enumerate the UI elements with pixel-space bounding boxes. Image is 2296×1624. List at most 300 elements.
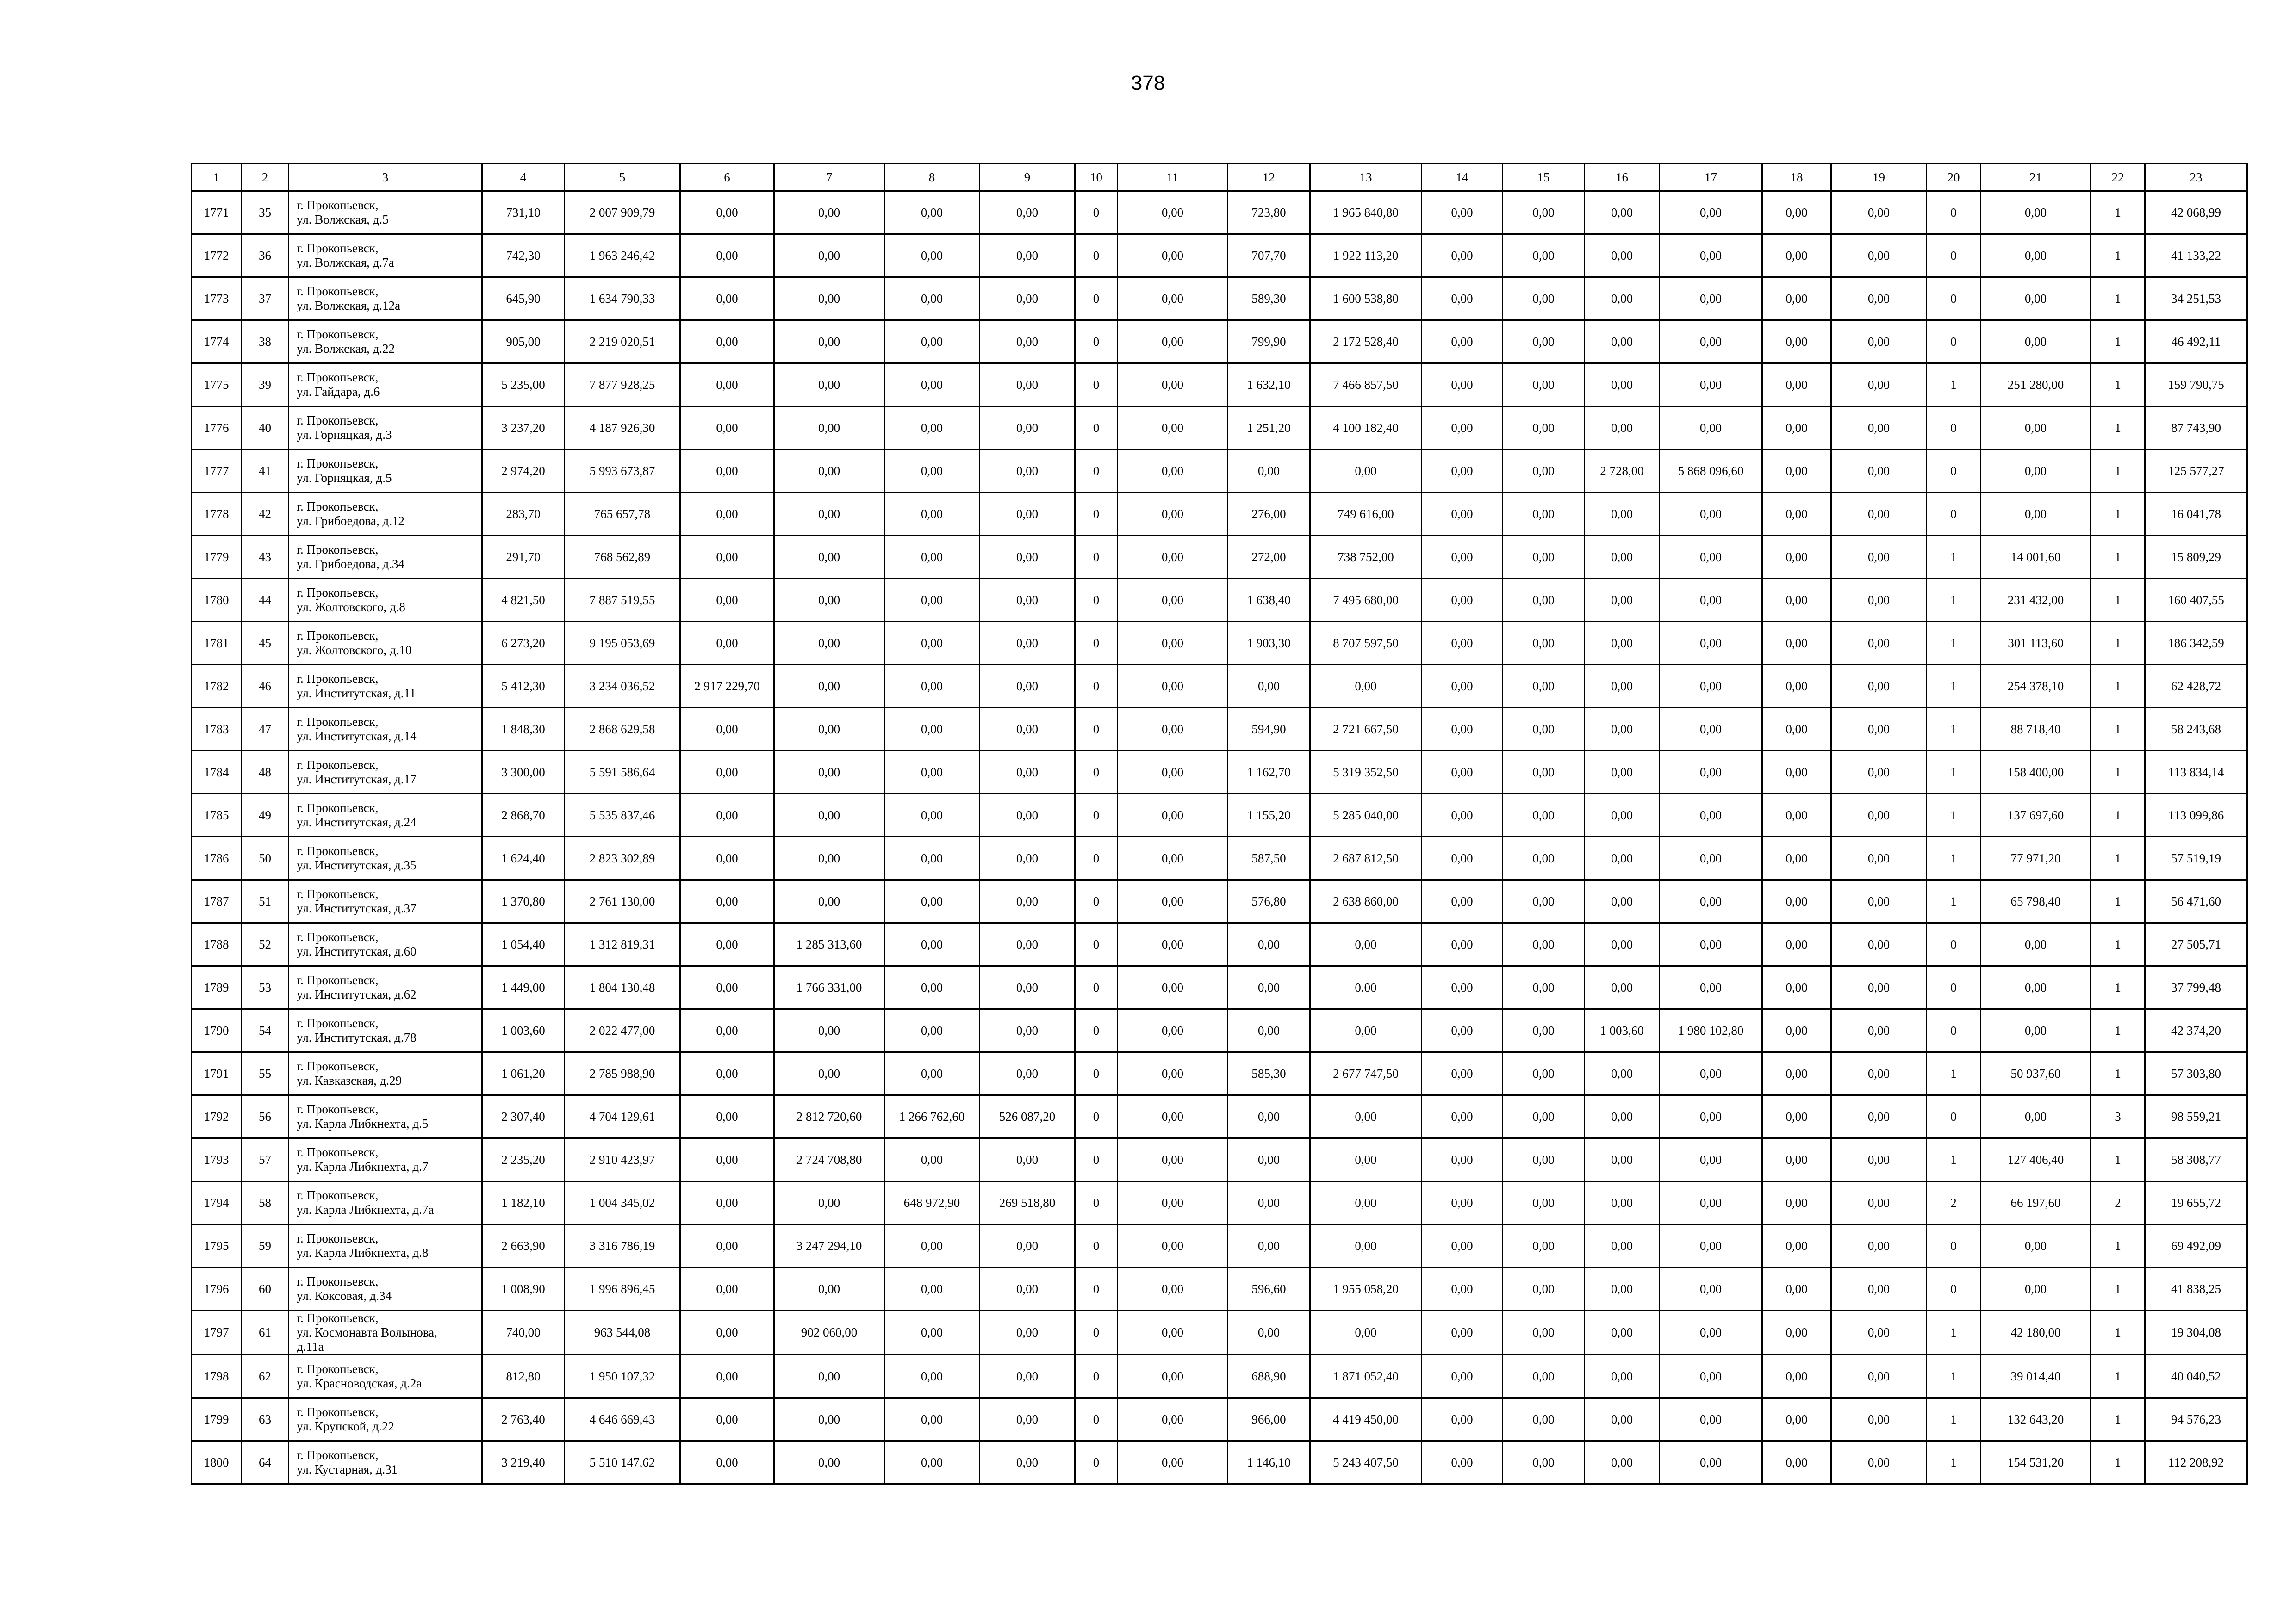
table-row [192, 751, 2247, 794]
value-cell: 648 972,90 [884, 1181, 980, 1224]
value-cell: 0 [1927, 406, 1981, 450]
value-cell: 0 [1927, 1009, 1981, 1052]
value-cell: 1 [2091, 406, 2145, 450]
row-number-cell: 1792 [192, 1095, 242, 1138]
value-cell: 2 721 667,50 [1310, 708, 1422, 751]
value-cell: 0 [1075, 880, 1118, 923]
table-body [192, 164, 2247, 1484]
value-cell: 2 [2091, 1181, 2145, 1224]
value-cell: 0,00 [1981, 406, 2091, 450]
value-cell: 0,00 [680, 234, 774, 277]
value-cell: 0,00 [1228, 966, 1310, 1009]
value-cell: 0 [1075, 751, 1118, 794]
address-cell: г. Прокопьевск, ул. Карла Либкнехта, д.5 [289, 1095, 482, 1138]
value-cell: 0,00 [680, 966, 774, 1009]
value-cell: 0 [1927, 966, 1981, 1009]
value-cell: 5 591 586,64 [565, 751, 680, 794]
value-cell: 113 099,86 [2145, 794, 2247, 837]
value-cell: 0 [1075, 320, 1118, 363]
value-cell: 0,00 [1422, 1398, 1503, 1441]
address-cell: г. Прокопьевск, ул. Грибоедова, д.12 [289, 493, 482, 536]
row-number-cell: 1791 [192, 1052, 242, 1095]
value-cell: 1 [2091, 708, 2145, 751]
value-cell: 585,30 [1228, 1052, 1310, 1095]
value-cell: 0,00 [774, 622, 884, 665]
row-number-cell: 1787 [192, 880, 242, 923]
table-row [192, 1138, 2247, 1181]
value-cell: 1 251,20 [1228, 406, 1310, 450]
value-cell: 0,00 [1762, 837, 1831, 880]
value-cell: 2 022 477,00 [565, 1009, 680, 1052]
value-cell: 2 219 020,51 [565, 320, 680, 363]
value-cell: 1 624,40 [482, 837, 565, 880]
page-number: 378 [1131, 72, 1165, 94]
value-cell: 1 [2091, 320, 2145, 363]
value-cell: 0 [1927, 1224, 1981, 1268]
value-cell: 1 312 819,31 [565, 923, 680, 966]
value-cell: 0,00 [1660, 1224, 1762, 1268]
value-cell: 0,00 [680, 191, 774, 234]
header-row [192, 164, 2247, 191]
value-cell: 0 [1075, 363, 1118, 406]
value-cell: 1 [1927, 1052, 1981, 1095]
column-number-cell: 8 [884, 164, 980, 191]
value-cell: 0,00 [1503, 1138, 1585, 1181]
address-cell: г. Прокопьевск, ул. Коксовая, д.34 [289, 1268, 482, 1311]
value-cell: 87 743,90 [2145, 406, 2247, 450]
item-number-cell: 55 [242, 1052, 289, 1095]
table-row [192, 579, 2247, 622]
value-cell: 0 [1075, 1181, 1118, 1224]
value-cell: 1 [2091, 880, 2145, 923]
value-cell: 0,00 [1831, 794, 1927, 837]
column-number-cell: 18 [1762, 164, 1831, 191]
value-cell: 19 304,08 [2145, 1311, 2247, 1355]
value-cell: 4 187 926,30 [565, 406, 680, 450]
value-cell: 0,00 [884, 880, 980, 923]
value-cell: 0,00 [1118, 579, 1228, 622]
value-cell: 2 724 708,80 [774, 1138, 884, 1181]
value-cell: 3 316 786,19 [565, 1224, 680, 1268]
value-cell: 154 531,20 [1981, 1441, 2091, 1484]
value-cell: 0,00 [1422, 966, 1503, 1009]
value-cell: 0,00 [1118, 406, 1228, 450]
value-cell: 1 [2091, 751, 2145, 794]
value-cell: 0,00 [1660, 536, 1762, 579]
value-cell: 1 182,10 [482, 1181, 565, 1224]
value-cell: 0,00 [1118, 837, 1228, 880]
value-cell: 1 054,40 [482, 923, 565, 966]
value-cell: 0,00 [1762, 1095, 1831, 1138]
value-cell: 0,00 [1762, 751, 1831, 794]
value-cell: 0,00 [884, 493, 980, 536]
value-cell: 2 974,20 [482, 450, 565, 493]
value-cell: 0,00 [980, 966, 1075, 1009]
value-cell: 0 [1927, 923, 1981, 966]
value-cell: 251 280,00 [1981, 363, 2091, 406]
value-cell: 589,30 [1228, 277, 1310, 320]
value-cell: 688,90 [1228, 1355, 1310, 1398]
value-cell: 0,00 [1422, 493, 1503, 536]
value-cell: 0,00 [1585, 1181, 1660, 1224]
value-cell: 0,00 [1118, 794, 1228, 837]
value-cell: 0,00 [1831, 1224, 1927, 1268]
value-cell: 0,00 [980, 751, 1075, 794]
value-cell: 137 697,60 [1981, 794, 2091, 837]
row-number-cell: 1796 [192, 1268, 242, 1311]
value-cell: 645,90 [482, 277, 565, 320]
value-cell: 0,00 [680, 320, 774, 363]
value-cell: 0,00 [980, 234, 1075, 277]
value-cell: 2 007 909,79 [565, 191, 680, 234]
value-cell: 0,00 [1981, 234, 2091, 277]
value-cell: 0,00 [1585, 1052, 1660, 1095]
row-number-cell: 1800 [192, 1441, 242, 1484]
item-number-cell: 60 [242, 1268, 289, 1311]
value-cell: 0 [1075, 277, 1118, 320]
value-cell: 4 419 450,00 [1310, 1398, 1422, 1441]
value-cell: 1 [2091, 450, 2145, 493]
value-cell: 0,00 [1503, 1355, 1585, 1398]
value-cell: 5 235,00 [482, 363, 565, 406]
value-cell: 0,00 [884, 1441, 980, 1484]
value-cell: 0,00 [774, 880, 884, 923]
row-number-cell: 1795 [192, 1224, 242, 1268]
value-cell: 0,00 [884, 1052, 980, 1095]
value-cell: 0,00 [1831, 1138, 1927, 1181]
value-cell: 0,00 [1660, 1181, 1762, 1224]
value-cell: 0,00 [1762, 622, 1831, 665]
address-cell: г. Прокопьевск, ул. Кустарная, д.31 [289, 1441, 482, 1484]
value-cell: 0 [1927, 493, 1981, 536]
value-cell: 0,00 [1762, 880, 1831, 923]
value-cell: 707,70 [1228, 234, 1310, 277]
value-cell: 0,00 [680, 708, 774, 751]
value-cell: 0,00 [1981, 966, 2091, 1009]
value-cell: 0,00 [1660, 708, 1762, 751]
value-cell: 0,00 [1422, 363, 1503, 406]
column-number-cell: 17 [1660, 164, 1762, 191]
table-row [192, 1224, 2247, 1268]
address-cell: г. Прокопьевск, ул. Институтская, д.17 [289, 751, 482, 794]
value-cell: 0,00 [1831, 966, 1927, 1009]
value-cell: 731,10 [482, 191, 565, 234]
value-cell: 8 707 597,50 [1310, 622, 1422, 665]
value-cell: 768 562,89 [565, 536, 680, 579]
value-cell: 0,00 [774, 708, 884, 751]
value-cell: 0,00 [680, 837, 774, 880]
value-cell: 0 [1075, 536, 1118, 579]
value-cell: 0,00 [680, 751, 774, 794]
item-number-cell: 51 [242, 880, 289, 923]
value-cell: 0,00 [1228, 1138, 1310, 1181]
column-number-cell: 7 [774, 164, 884, 191]
address-cell: г. Прокопьевск, ул. Горняцкая, д.3 [289, 406, 482, 450]
value-cell: 0,00 [980, 622, 1075, 665]
value-cell: 0,00 [1660, 1268, 1762, 1311]
value-cell: 0,00 [1660, 493, 1762, 536]
value-cell: 57 303,80 [2145, 1052, 2247, 1095]
value-cell: 0,00 [1118, 622, 1228, 665]
value-cell: 0 [1927, 320, 1981, 363]
value-cell: 0,00 [1118, 450, 1228, 493]
column-number-cell: 9 [980, 164, 1075, 191]
value-cell: 0,00 [1422, 277, 1503, 320]
value-cell: 0,00 [1118, 1224, 1228, 1268]
value-cell: 0,00 [1660, 234, 1762, 277]
value-cell: 0 [1075, 450, 1118, 493]
table-row [192, 966, 2247, 1009]
value-cell: 0,00 [1831, 1052, 1927, 1095]
value-cell: 1 [1927, 665, 1981, 708]
value-cell: 1 [1927, 622, 1981, 665]
value-cell: 0,00 [1981, 923, 2091, 966]
value-cell: 0 [1075, 1398, 1118, 1441]
value-cell: 0,00 [1762, 536, 1831, 579]
value-cell: 594,90 [1228, 708, 1310, 751]
value-cell: 0,00 [1228, 1009, 1310, 1052]
table-row [192, 1009, 2247, 1052]
value-cell: 0,00 [1831, 622, 1927, 665]
value-cell: 7 495 680,00 [1310, 579, 1422, 622]
value-cell: 0,00 [1118, 277, 1228, 320]
item-number-cell: 56 [242, 1095, 289, 1138]
value-cell: 0,00 [1660, 406, 1762, 450]
value-cell: 0,00 [1118, 1138, 1228, 1181]
column-number-cell: 22 [2091, 164, 2145, 191]
value-cell: 0,00 [1118, 191, 1228, 234]
value-cell: 0,00 [1585, 1441, 1660, 1484]
value-cell: 0,00 [1585, 1268, 1660, 1311]
value-cell: 1 [2091, 191, 2145, 234]
value-cell: 1 146,10 [1228, 1441, 1310, 1484]
value-cell: 0,00 [1660, 1311, 1762, 1355]
value-cell: 46 492,11 [2145, 320, 2247, 363]
value-cell: 0,00 [1422, 923, 1503, 966]
row-number-cell: 1777 [192, 450, 242, 493]
table-row [192, 1095, 2247, 1138]
row-number-cell: 1782 [192, 665, 242, 708]
value-cell: 0 [1075, 1355, 1118, 1398]
table-row [192, 1398, 2247, 1441]
value-cell: 0,00 [1762, 234, 1831, 277]
value-cell: 56 471,60 [2145, 880, 2247, 923]
value-cell: 0 [1075, 794, 1118, 837]
value-cell: 0 [1075, 406, 1118, 450]
value-cell: 0,00 [1981, 1095, 2091, 1138]
value-cell: 0,00 [1762, 966, 1831, 1009]
address-cell: г. Прокопьевск, ул. Волжская, д.7а [289, 234, 482, 277]
value-cell: 5 510 147,62 [565, 1441, 680, 1484]
value-cell: 0,00 [1503, 1268, 1585, 1311]
value-cell: 14 001,60 [1981, 536, 2091, 579]
address-cell: г. Прокопьевск, ул. Космонавта Волынова, д.11а [289, 1311, 482, 1355]
value-cell: 0,00 [884, 622, 980, 665]
value-cell: 0,00 [774, 277, 884, 320]
value-cell: 0,00 [1503, 622, 1585, 665]
value-cell: 2 785 988,90 [565, 1052, 680, 1095]
value-cell: 0,00 [1310, 923, 1422, 966]
value-cell: 1 [1927, 837, 1981, 880]
row-number-cell: 1776 [192, 406, 242, 450]
value-cell: 1 [2091, 966, 2145, 1009]
value-cell: 2 235,20 [482, 1138, 565, 1181]
value-cell: 0,00 [1422, 665, 1503, 708]
value-cell: 0,00 [1762, 1355, 1831, 1398]
value-cell: 0,00 [1762, 1268, 1831, 1311]
value-cell: 1 449,00 [482, 966, 565, 1009]
value-cell: 1 [2091, 1355, 2145, 1398]
value-cell: 0,00 [884, 708, 980, 751]
value-cell: 1 638,40 [1228, 579, 1310, 622]
column-number-cell: 6 [680, 164, 774, 191]
value-cell: 0,00 [1762, 708, 1831, 751]
value-cell: 112 208,92 [2145, 1441, 2247, 1484]
value-cell: 0,00 [1831, 1268, 1927, 1311]
value-cell: 0,00 [1585, 923, 1660, 966]
value-cell: 2 638 860,00 [1310, 880, 1422, 923]
value-cell: 0,00 [1422, 1052, 1503, 1095]
value-cell: 0,00 [1762, 191, 1831, 234]
address-cell: г. Прокопьевск, ул. Институтская, д.35 [289, 837, 482, 880]
value-cell: 0,00 [1981, 1268, 2091, 1311]
value-cell: 0,00 [1503, 320, 1585, 363]
value-cell: 125 577,27 [2145, 450, 2247, 493]
value-cell: 0,00 [980, 1052, 1075, 1095]
value-cell: 0,00 [1118, 234, 1228, 277]
value-cell: 0,00 [680, 1181, 774, 1224]
value-cell: 0,00 [1660, 320, 1762, 363]
value-cell: 1 [2091, 1398, 2145, 1441]
row-number-cell: 1790 [192, 1009, 242, 1052]
value-cell: 1 [2091, 1138, 2145, 1181]
value-cell: 0,00 [1585, 1398, 1660, 1441]
value-cell: 0,00 [1503, 665, 1585, 708]
value-cell: 0,00 [1585, 1311, 1660, 1355]
value-cell: 0 [1927, 1268, 1981, 1311]
value-cell: 0,00 [1422, 450, 1503, 493]
value-cell: 2 812 720,60 [774, 1095, 884, 1138]
value-cell: 0,00 [980, 837, 1075, 880]
value-cell: 0,00 [774, 493, 884, 536]
table-row [192, 450, 2247, 493]
value-cell: 966,00 [1228, 1398, 1310, 1441]
value-cell: 0,00 [884, 794, 980, 837]
value-cell: 0,00 [1118, 1355, 1228, 1398]
item-number-cell: 36 [242, 234, 289, 277]
value-cell: 0,00 [1118, 1398, 1228, 1441]
value-cell: 0,00 [980, 1224, 1075, 1268]
value-cell: 69 492,09 [2145, 1224, 2247, 1268]
column-number-cell: 19 [1831, 164, 1927, 191]
value-cell: 2 868 629,58 [565, 708, 680, 751]
value-cell: 0,00 [980, 708, 1075, 751]
value-cell: 291,70 [482, 536, 565, 579]
value-cell: 1 [2091, 923, 2145, 966]
value-cell: 0,00 [1503, 1009, 1585, 1052]
value-cell: 0,00 [1585, 966, 1660, 1009]
value-cell: 1 [1927, 579, 1981, 622]
value-cell: 0,00 [980, 665, 1075, 708]
value-cell: 1 [2091, 837, 2145, 880]
value-cell: 0,00 [774, 234, 884, 277]
value-cell: 0,00 [774, 794, 884, 837]
value-cell: 1 [2091, 277, 2145, 320]
value-cell: 0,00 [980, 450, 1075, 493]
address-cell: г. Прокопьевск, ул. Институтская, д.62 [289, 966, 482, 1009]
value-cell: 0,00 [680, 363, 774, 406]
value-cell: 0,00 [1762, 363, 1831, 406]
value-cell: 4 646 669,43 [565, 1398, 680, 1441]
value-cell: 0,00 [680, 406, 774, 450]
row-number-cell: 1783 [192, 708, 242, 751]
value-cell: 0,00 [1762, 1181, 1831, 1224]
value-cell: 0,00 [1310, 450, 1422, 493]
value-cell: 0,00 [680, 1224, 774, 1268]
value-cell: 0,00 [1831, 1355, 1927, 1398]
value-cell: 0,00 [1585, 880, 1660, 923]
value-cell: 0,00 [884, 277, 980, 320]
value-cell: 1 600 538,80 [1310, 277, 1422, 320]
value-cell: 0,00 [774, 579, 884, 622]
value-cell: 0,00 [680, 1138, 774, 1181]
value-cell: 0,00 [1831, 363, 1927, 406]
address-cell: г. Прокопьевск, ул. Жолтовского, д.8 [289, 579, 482, 622]
value-cell: 1 003,60 [1585, 1009, 1660, 1052]
value-cell: 301 113,60 [1981, 622, 2091, 665]
value-cell: 2 687 812,50 [1310, 837, 1422, 880]
value-cell: 0,00 [1422, 191, 1503, 234]
value-cell: 0,00 [1422, 794, 1503, 837]
value-cell: 0,00 [1422, 1355, 1503, 1398]
value-cell: 0,00 [980, 363, 1075, 406]
value-cell: 1 162,70 [1228, 751, 1310, 794]
value-cell: 0,00 [680, 1311, 774, 1355]
value-cell: 0,00 [1310, 665, 1422, 708]
value-cell: 0 [1075, 1268, 1118, 1311]
value-cell: 0,00 [1118, 1095, 1228, 1138]
column-number-cell: 5 [565, 164, 680, 191]
value-cell: 2 663,90 [482, 1224, 565, 1268]
value-cell: 5 243 407,50 [1310, 1441, 1422, 1484]
value-cell: 0,00 [680, 880, 774, 923]
address-cell: г. Прокопьевск, ул. Грибоедова, д.34 [289, 536, 482, 579]
column-number-cell: 11 [1118, 164, 1228, 191]
value-cell: 0,00 [1118, 493, 1228, 536]
value-cell: 0,00 [1762, 1398, 1831, 1441]
table-row [192, 923, 2247, 966]
address-cell: г. Прокопьевск, ул. Карла Либкнехта, д.7а [289, 1181, 482, 1224]
value-cell: 0,00 [1585, 837, 1660, 880]
value-cell: 7 887 519,55 [565, 579, 680, 622]
value-cell: 0,00 [884, 665, 980, 708]
value-cell: 88 718,40 [1981, 708, 2091, 751]
row-number-cell: 1779 [192, 536, 242, 579]
item-number-cell: 47 [242, 708, 289, 751]
value-cell: 113 834,14 [2145, 751, 2247, 794]
value-cell: 0,00 [1660, 1398, 1762, 1441]
table-row [192, 708, 2247, 751]
value-cell: 231 432,00 [1981, 579, 2091, 622]
value-cell: 0,00 [774, 837, 884, 880]
value-cell: 37 799,48 [2145, 966, 2247, 1009]
value-cell: 1 965 840,80 [1310, 191, 1422, 234]
value-cell: 0,00 [884, 1009, 980, 1052]
value-cell: 0,00 [884, 1311, 980, 1355]
value-cell: 0,00 [1585, 1355, 1660, 1398]
value-cell: 1 [2091, 1009, 2145, 1052]
value-cell: 3 300,00 [482, 751, 565, 794]
